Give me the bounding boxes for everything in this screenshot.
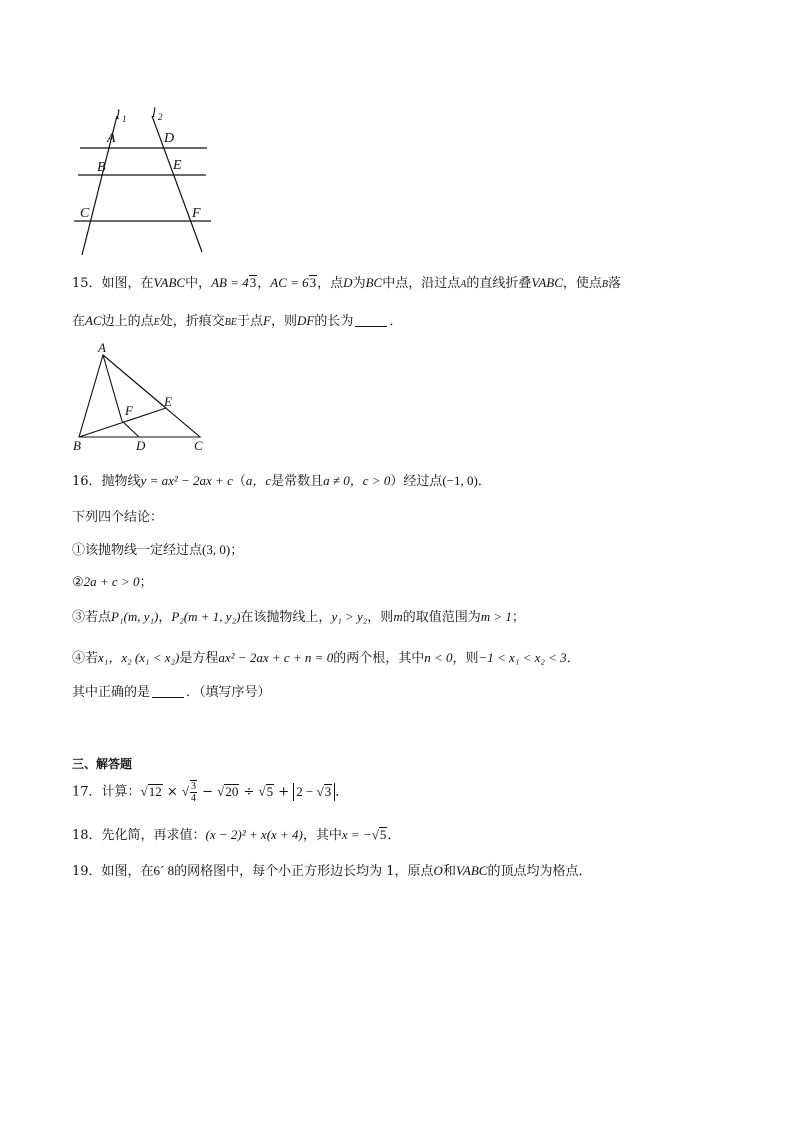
label-f: F (125, 403, 133, 418)
answer-blank (152, 685, 184, 698)
label-l: l (116, 108, 120, 123)
question-18: 18．先化简，再求值：(x − 2)² + x(x + 4)，其中x = −√5． (72, 827, 401, 843)
label-e: E (164, 394, 172, 409)
absolute-value: 2 − √3 (293, 783, 335, 801)
label-c: C (80, 206, 90, 221)
answer-blank (355, 314, 387, 327)
label-l-sub: 2 (158, 112, 163, 122)
label-b: B (73, 438, 81, 452)
parallel-lines-figure (70, 100, 215, 258)
label-e: E (173, 158, 182, 173)
segment-ae (103, 355, 166, 408)
question-19: 19．如图，在6ˊ 8的网格图中，每个小正方形边长均为 1，原点O和VABC的顶点均为格点． (72, 863, 592, 879)
question-15-line-1: 15．如图，在VABC中，AB = 43，AC = 63，点D为BC中点，沿过点A的直线折叠VABC，使点B落 (72, 275, 622, 291)
label-b: B (97, 160, 106, 175)
question-16-intro: 下列四个结论： (72, 510, 164, 525)
label-d: D (164, 131, 175, 146)
label-d: D (136, 438, 146, 452)
conclusion-1: ①该抛物线一定经过点(3, 0)； (72, 542, 244, 558)
section-title: 三、解答题 (72, 757, 133, 771)
segment-fd (122, 421, 139, 437)
fold-line-af (103, 355, 122, 421)
conclusion-2: ②2a + c > 0； (72, 574, 153, 590)
label-c: C (194, 438, 203, 452)
question-16-stem: 16．抛物线y = ax² − 2ax + c（a，c是常数且a ≠ 0，c > 0）经过点(−1, 0)． (72, 473, 491, 489)
conclusion-4: ④若x₁，x₂ (x₁ < x₂)是方程ax² − 2ax + c + n = 0的两个根，其中n < 0，则−1 < x₁ < x₂ < 3． (72, 650, 580, 666)
question-17: 17．计算：√12 × √ $\frac{3}{4}$ − √20 ÷ √5 + 2 − √3 ． (72, 781, 349, 804)
fraction-three-quarters: $\frac{3}{4}$ (191, 781, 196, 804)
triangle-fold-figure (70, 340, 210, 452)
label-a: A (107, 131, 116, 146)
question-15-line-2: 在AC边上的点E处，折痕交BE于点F，则DF的长为 ． (72, 313, 403, 329)
label-a: A (98, 340, 106, 355)
segment-be (79, 408, 166, 437)
label-l: l (152, 106, 156, 121)
conclusion-3: ③若点P₁(m, y₁)，P₂(m + 1, y₂)在该抛物线上，y₁ > y₂，则m的取值范围为m > 1； (72, 609, 525, 625)
transversal-l2 (152, 116, 202, 252)
triangle-abc (79, 355, 200, 437)
label-l-sub: 1 (122, 114, 127, 124)
label-f: F (192, 206, 201, 221)
question-16-ask: 其中正确的是 ．（填写序号） (72, 685, 271, 700)
